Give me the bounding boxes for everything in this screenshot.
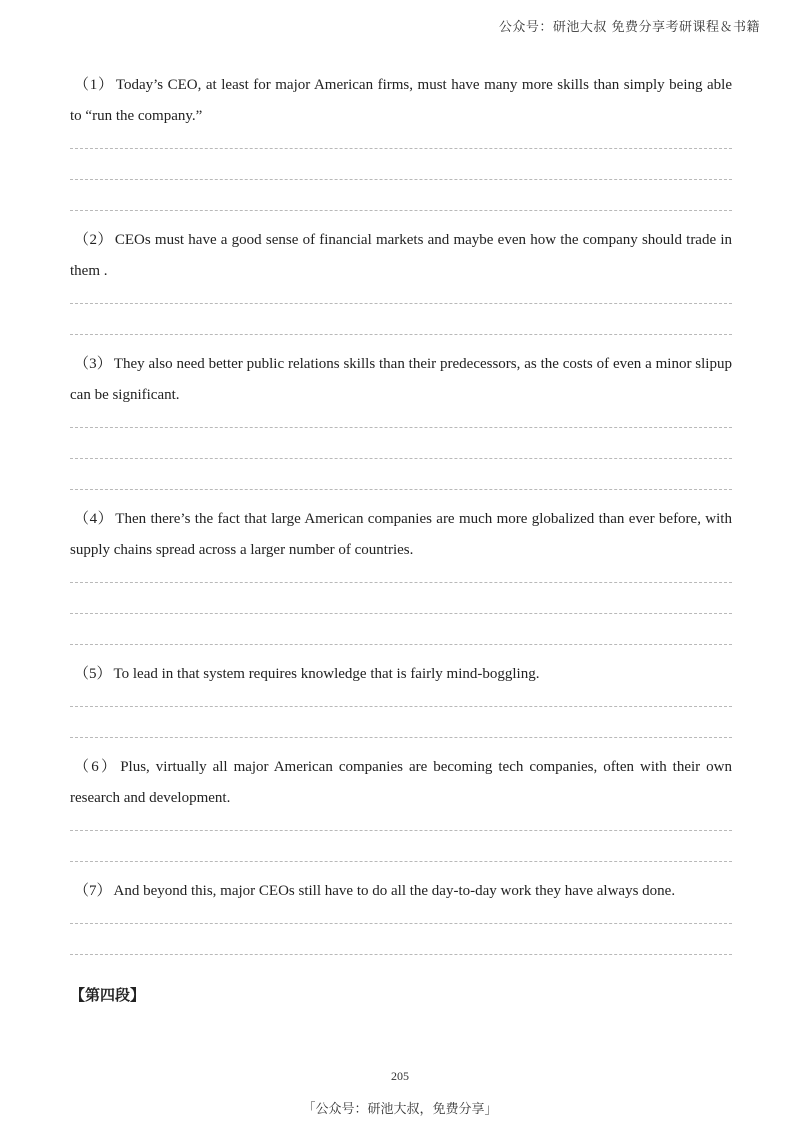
sentence-body: To lead in that system requires knowledge that is fairly mind-boggling. — [113, 666, 540, 682]
sentence-number: （5） — [74, 666, 112, 682]
sentence-body: CEOs must have a good sense of financial markets and maybe even how the company should trade in them . — [70, 232, 732, 279]
sentence-item-2 — [70, 225, 732, 349]
sentence-body: They also need better public relations skills than their predecessors, as the costs of even a minor slipup can be significant. — [70, 356, 732, 403]
answer-line[interactable] — [70, 721, 732, 752]
sentence-item-1 — [70, 70, 732, 225]
sentence-text — [70, 876, 732, 907]
answer-line[interactable] — [70, 845, 732, 876]
answer-line[interactable] — [70, 597, 732, 628]
sentence-item-3 — [70, 349, 732, 504]
answer-line[interactable] — [70, 907, 732, 938]
answer-line[interactable] — [70, 690, 732, 721]
sentence-body: Plus, virtually all major American companies are becoming tech companies, often with their own research and development. — [70, 759, 732, 806]
sentence-text — [70, 659, 732, 690]
page-number: 205 — [391, 1069, 409, 1083]
sentence-item-4 — [70, 504, 732, 659]
sentence-body: Then there’s the fact that large American companies are much more globalized than ever before, with supply chains spread across a larger number of countries. — [70, 511, 732, 558]
answer-line[interactable] — [70, 442, 732, 473]
sentence-number: （3） — [74, 356, 112, 372]
answer-line[interactable] — [70, 163, 732, 194]
sentence-number: （1） — [74, 77, 114, 93]
page-header: 公众号：研池大叔 免费分享考研课程＆书籍 — [498, 20, 760, 35]
answer-line[interactable] — [70, 287, 732, 318]
answer-line[interactable] — [70, 628, 732, 659]
sentence-item-6 — [70, 752, 732, 876]
sentence-text — [70, 349, 732, 411]
answer-line[interactable] — [70, 938, 732, 969]
sentence-text — [70, 752, 732, 814]
exercise-content — [70, 70, 732, 1007]
sentence-item-7 — [70, 876, 732, 969]
answer-line[interactable] — [70, 132, 732, 163]
answer-line[interactable] — [70, 814, 732, 845]
answer-line[interactable] — [70, 473, 732, 504]
answer-line[interactable] — [70, 318, 732, 349]
sentence-body: Today’s CEO, at least for major American firms, must have many more skills than simply being able to “run the company.” — [70, 77, 732, 124]
page-footer: 「公众号：研池大叔，免费分享」 — [302, 1102, 498, 1117]
sentence-number: （7） — [74, 883, 112, 899]
sentence-number: （6） — [74, 759, 119, 775]
sentence-number: （2） — [74, 232, 113, 248]
sentence-text — [70, 70, 732, 132]
sentence-text — [70, 225, 732, 287]
sentence-body: And beyond this, major CEOs still have to do all the day-to-day work they have always done. — [113, 883, 676, 899]
answer-line[interactable] — [70, 566, 732, 597]
answer-line[interactable] — [70, 411, 732, 442]
answer-line[interactable] — [70, 194, 732, 225]
sentence-number: （4） — [74, 511, 114, 527]
sentence-item-5 — [70, 659, 732, 752]
sentence-text — [70, 504, 732, 566]
section-title: 【第四段】 — [70, 986, 146, 1004]
